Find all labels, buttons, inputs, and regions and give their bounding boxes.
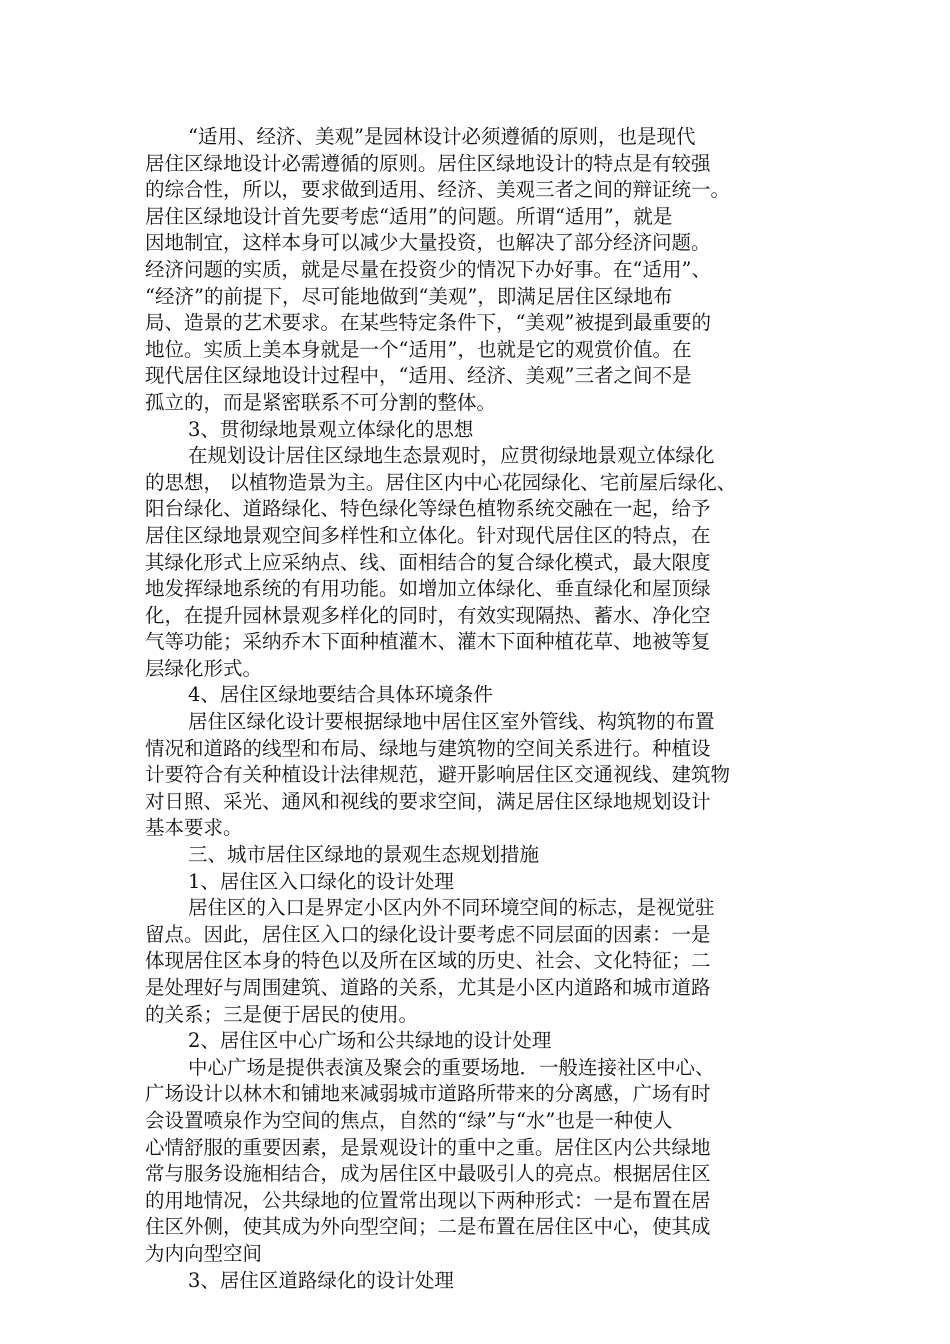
text-line: 其绿化形式上应采纳点、线、面相结合的复合绿化模式，最大限度 <box>145 550 711 574</box>
text-line: 心情舒服的重要因素，是景观设计的重中之重。居住区内公共绿地 <box>145 1135 711 1159</box>
text-line: 情况和道路的线型和布局、绿地与建筑物的空间关系进行。种植设 <box>145 736 711 760</box>
text-line: 计要符合有关种植设计法律规范，避开影响居住区交通视线、建筑物 <box>145 763 731 787</box>
text-line: 的关系；三是便于居民的使用。 <box>145 1002 419 1026</box>
paragraph-start-line: 居住区的入口是界定小区内外不同环境空间的标志，是视觉驻 <box>188 896 715 920</box>
text-line: 经济问题的实质，就是尽量在投资少的情况下办好事。在“适用”、 <box>145 257 711 281</box>
paragraph-start-line: 三、城市居住区绿地的景观生态规划措施 <box>188 843 540 867</box>
paragraph-start-line: 3、居住区道路绿化的设计处理 <box>188 1268 454 1292</box>
text-line: 常与服务设施相结合，成为居住区中最吸引人的亮点。根据居住区 <box>145 1162 711 1186</box>
text-line: 居住区绿地设计必需遵循的原则。居住区绿地设计的特点是有较强 <box>145 151 711 175</box>
text-line: 孤立的，而是紧密联系不可分割的整体。 <box>145 390 497 414</box>
text-line: 留点。因此，居住区入口的绿化设计要考虑不同层面的因素：一是 <box>145 922 711 946</box>
text-line: 对日照、采光、通风和视线的要求空间，满足居住区绿地规划设计 <box>145 789 711 813</box>
text-line: 气等功能；采纳乔木下面种植灌木、灌木下面种植花草、地被等复 <box>145 630 711 654</box>
text-line: 现代居住区绿地设计过程中，“适用、经济、美观”三者之间不是 <box>145 364 692 388</box>
text-line: 的用地情况，公共绿地的位置常出现以下两种形式：一是布置在居 <box>145 1188 711 1212</box>
text-line: 的思想， 以植物造景为主。居住区内中心花园绿化、宅前屋后绿化、 <box>145 470 737 494</box>
text-line: 因地制宜，这样本身可以减少大量投资，也解决了部分经济问题。 <box>145 231 711 255</box>
text-line: 居住区绿地设计首先要考虑“适用”的问题。所谓“适用”，就是 <box>145 204 673 228</box>
text-line: 的综合性，所以，要求做到适用、经济、美观三者之间的辩证统一。 <box>145 178 731 202</box>
paragraph-start-line: 3、贯彻绿地景观立体绿化的思想 <box>188 417 474 441</box>
text-line: 层绿化形式。 <box>145 656 263 680</box>
paragraph-start-line: “适用、经济、美观”是园林设计必须遵循的原则，也是现代 <box>188 125 696 148</box>
document-page <box>145 124 813 1294</box>
paragraph-start-line: 2、居住区中心广场和公共绿地的设计处理 <box>188 1029 552 1053</box>
text-line: 会设置喷泉作为空间的焦点，自然的“绿”与“水”也是一种使人 <box>145 1108 673 1132</box>
paragraph-start-line: 中心广场是提供表演及聚会的重要场地．一般连接社区中心、 <box>188 1055 715 1079</box>
text-line: 阳台绿化、道路绿化、特色绿化等绿色植物系统交融在一起，给予 <box>145 497 711 521</box>
paragraph-start-line: 在规划设计居住区绿地生态景观时，应贯彻绿地景观立体绿化 <box>188 444 715 468</box>
text-line: 广场设计以林木和铺地来减弱城市道路所带来的分离感，广场有时 <box>145 1082 711 1106</box>
paragraph-start-line: 居住区绿化设计要根据绿地中居住区室外管线、构筑物的布置 <box>188 710 715 734</box>
text-line: 居住区绿地景观空间多样性和立体化。针对现代居住区的特点，在 <box>145 523 711 547</box>
text-line: 基本要求。 <box>145 816 243 840</box>
paragraph-start-line: 1、居住区入口绿化的设计处理 <box>188 869 454 893</box>
text-line: 局、造景的艺术要求。在某些特定条件下，“美观”被提到最重要的 <box>145 311 711 335</box>
text-line: 地位。实质上美本身就是一个“适用”，也就是它的观赏价值。在 <box>145 337 692 361</box>
text-line: 化，在提升园林景观多样化的同时，有效实现隔热、蓄水、净化空 <box>145 603 711 627</box>
text-line: 是处理好与周围建筑、道路的关系，尤其是小区内道路和城市道路 <box>145 976 711 999</box>
text-line: 为内向型空间 <box>145 1241 263 1265</box>
text-line: 住区外侧，使其成为外向型空间；二是布置在居住区中心，使其成 <box>145 1215 711 1239</box>
text-line: 体现居住区本身的特色以及所在区域的历史、社会、文化特征；二 <box>145 949 711 973</box>
paragraph-start-line: 4、居住区绿地要结合具体环境条件 <box>188 683 493 707</box>
text-line: 地发挥绿地系统的有用功能。如增加立体绿化、垂直绿化和屋顶绿 <box>145 577 711 601</box>
text-line: “经济”的前提下，尽可能地做到“美观”，即满足居住区绿地布 <box>145 284 673 308</box>
